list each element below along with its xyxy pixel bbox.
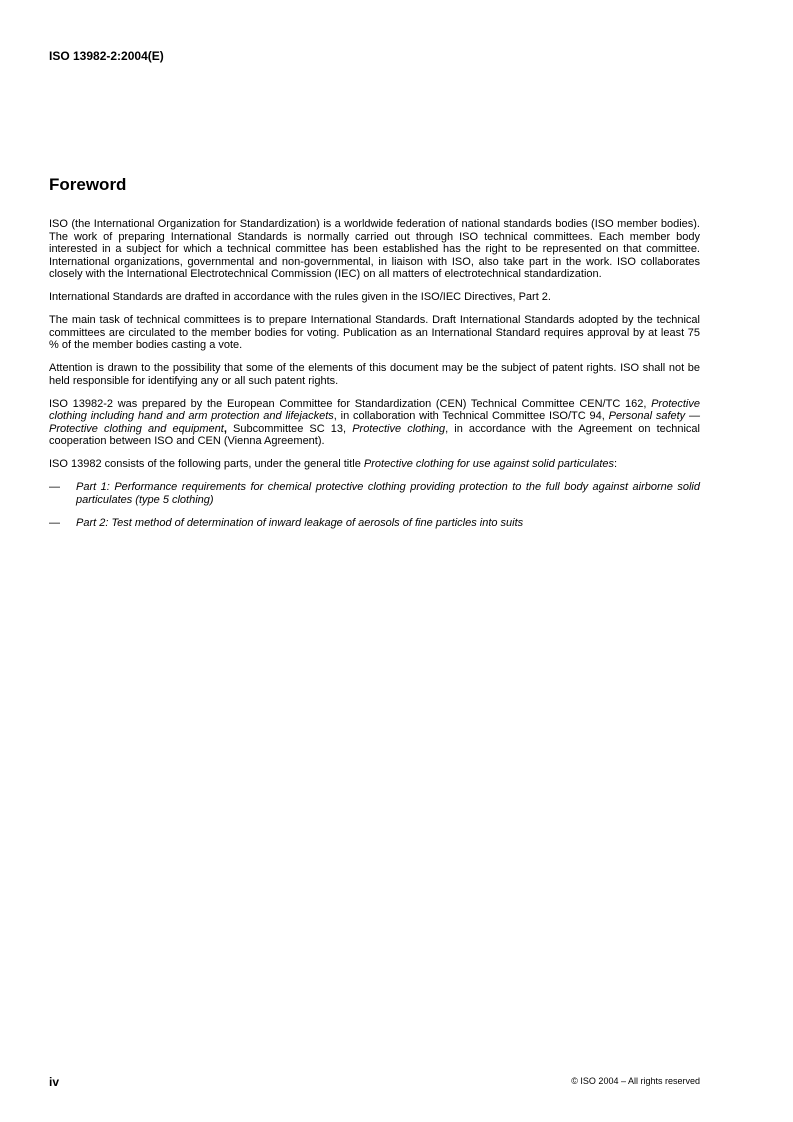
prep-text-1: ISO 13982-2 was prepared by the European Committee for Standardization (CEN) Technical Committee CEN/TC 162, [49, 397, 652, 410]
paragraph-directives: International Standards are drafted in accordance with the rules given in the ISO/IEC Directives, Part 2. [49, 291, 551, 303]
page-number: iv [49, 1075, 60, 1089]
list-item [49, 481, 700, 506]
list-item [49, 517, 700, 530]
parts-general-title: Protective clothing for use against solid particulates [363, 458, 614, 470]
prep-text-4: , in accordance with the Agreement on technical cooperation between ISO and CEN (Vienna Agreement). [49, 422, 700, 447]
foreword-body [49, 218, 700, 540]
prep-tc94-title: Personal safety — Protective clothing and equipment [49, 410, 700, 435]
paragraph-parts-intro [49, 458, 700, 471]
paragraph-preparation [49, 398, 700, 448]
prep-sc13-title: Protective clothing [352, 422, 446, 435]
document-id-header: ISO 13982-2:2004(E) [49, 49, 164, 63]
parts-intro-colon: : [614, 458, 618, 470]
dash-marker: — [49, 516, 60, 529]
paragraph-iso-overview: ISO (the International Organization for Standardization) is a worldwide federation of national standards bodies (ISO member bodies). The work of preparing International Standards is normally carried out through ISO technical committees. Each member body interested in a subject for which a technical committee has been established has the right to be represented on that committee. International organizations, governmental and non-governmental, in liaison with ISO, also take part in the work. ISO collaborates closely with the International Electrotechnical Commission (IEC) on all matters of electrotechnical standardization. [49, 218, 700, 280]
prep-text-3: Subcommittee SC 13, [226, 422, 353, 435]
part-1-title: Part 1: Performance requirements for chemical protective clothing providing protection to the full body against airborne solid particulates (type 5 clothing) [76, 481, 700, 506]
parts-intro-text: ISO 13982 consists of the following parts, under the general title [49, 458, 364, 470]
page-title: Foreword [49, 175, 127, 194]
paragraph-technical-committees: The main task of technical committees is to prepare International Standards. Draft International Standards adopted by the technical committees are circulated to the member bodies for voting. Publication as an International Standard requires approval by at least 75 % of the member bodies casting a vote. [49, 314, 700, 351]
part-2-title: Part 2: Test method of determination of inward leakage of aerosols of fine particles into suits [76, 516, 524, 529]
prep-comma: , [223, 422, 227, 435]
paragraph-patent-rights: Attention is drawn to the possibility that some of the elements of this document may be the subject of patent rights. ISO shall not be held responsible for identifying any or all such patent rights. [49, 362, 700, 387]
parts-list [49, 481, 700, 529]
prep-text-2: , in collaboration with Technical Committee ISO/TC 94, [333, 410, 609, 422]
copyright-notice: © ISO 2004 – All rights reserved [571, 1076, 700, 1086]
dash-marker: — [49, 481, 60, 493]
prep-committee-title: Protective clothing including hand and arm protection and lifejackets [49, 397, 700, 422]
